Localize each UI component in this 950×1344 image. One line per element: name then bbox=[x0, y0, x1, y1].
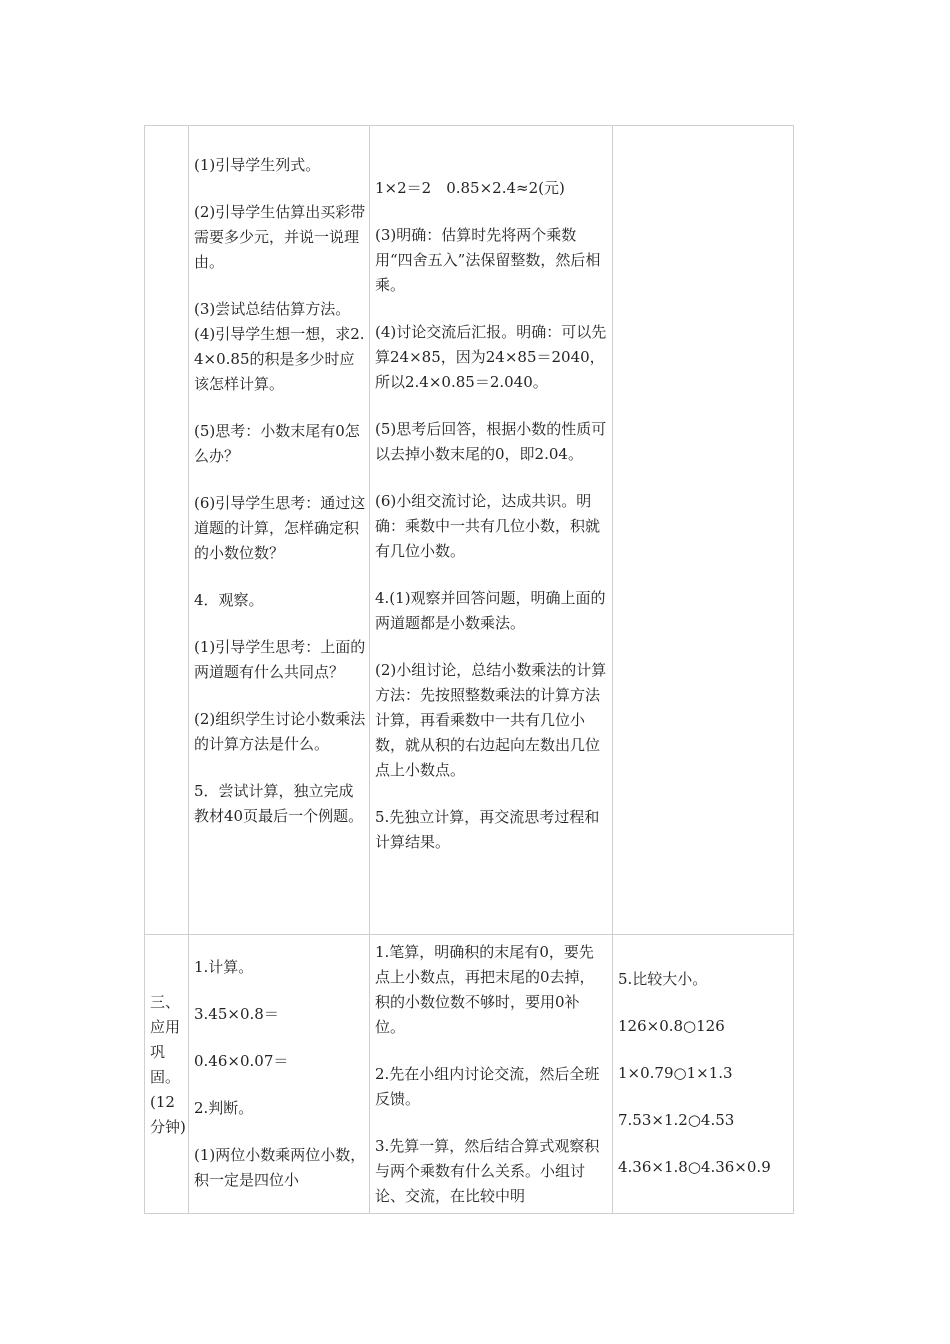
row2-extra-cell bbox=[618, 967, 790, 1180]
column-divider-3 bbox=[612, 125, 613, 1214]
teacher-step: 5．尝试计算，独立完成教材40页最后一个例题。 bbox=[194, 782, 364, 825]
exercise-item: 1×0.79○1×1.3 bbox=[618, 1064, 733, 1082]
teacher-step: (6)引导学生思考：通过这道题的计算，怎样确定积的小数位数？ bbox=[194, 494, 366, 562]
row2-teacher-cell bbox=[194, 955, 366, 1193]
column-divider-1 bbox=[188, 125, 189, 1214]
table-right-border bbox=[793, 125, 794, 1214]
teacher-step: (5)思考：小数末尾有0怎么办？ bbox=[194, 422, 360, 465]
column-divider-2 bbox=[369, 125, 370, 1214]
teacher-step: (2)引导学生估算出买彩带需要多少元，并说一说理由。 bbox=[194, 203, 366, 271]
student-step: (6)小组交流讨论，达成共识。明确：乘数中一共有几位小数，积就有几位小数。 bbox=[375, 492, 601, 560]
exercise-item: 7.53×1.2○4.53 bbox=[618, 1111, 735, 1129]
row2-student-cell bbox=[375, 940, 607, 1210]
student-step: 1×2＝2 0.85×2.4≈2(元) bbox=[375, 179, 565, 197]
row1-student-cell bbox=[375, 176, 607, 877]
teacher-step: (1)引导学生思考：上面的两道题有什么共同点？ bbox=[194, 638, 366, 681]
exercise-item: 4.36×1.8○4.36×0.9 bbox=[618, 1158, 771, 1176]
teacher-step: (2)组织学生讨论小数乘法的计算方法是什么。 bbox=[194, 710, 366, 753]
row-divider bbox=[144, 934, 794, 935]
teacher-step: (3)尝试总结估算方法。(4)引导学生想一想，求2.4×0.85的积是多少时应该怎样计算。 bbox=[194, 300, 365, 393]
teacher-step: 0.46×0.07＝ bbox=[194, 1052, 289, 1070]
teacher-step: 3.45×0.8＝ bbox=[194, 1005, 279, 1023]
student-step: 4.(1)观察并回答问题，明确上面的两道题都是小数乘法。 bbox=[375, 589, 606, 632]
teacher-step: 4．观察。 bbox=[194, 591, 264, 609]
table-bottom-border bbox=[144, 1213, 794, 1214]
row1-teacher-cell bbox=[194, 153, 366, 851]
teacher-step: (1)两位小数乘两位小数，积一定是四位小 bbox=[194, 1146, 366, 1189]
stage-label: 三、应用巩固。(12分钟) bbox=[150, 993, 186, 1136]
teacher-step: 2.判断。 bbox=[194, 1099, 254, 1117]
student-step: (5)思考后回答，根据小数的性质可以去掉小数末尾的0，即2.04。 bbox=[375, 420, 607, 463]
table-left-border bbox=[144, 125, 145, 1214]
teacher-step: 1.计算。 bbox=[194, 958, 254, 976]
student-step: 2.先在小组内讨论交流，然后全班反馈。 bbox=[375, 1065, 600, 1108]
student-step: (3)明确：估算时先将两个乘数用“四舍五入”法保留整数，然后相乘。 bbox=[375, 226, 601, 294]
student-step: 1.笔算，明确积的末尾有0，要先点上小数点，再把末尾的0去掉，积的小数位数不够时，要用0补位。 bbox=[375, 943, 595, 1036]
student-step: 5.先独立计算，再交流思考过程和计算结果。 bbox=[375, 808, 600, 851]
student-step: (2)小组讨论，总结小数乘法的计算方法：先按照整数乘法的计算方法计算，再看乘数中一共有几位小数，就从积的右边起向左数出几位点上小数点。 bbox=[375, 661, 607, 779]
teacher-step: (1)引导学生列式。 bbox=[194, 156, 321, 174]
table-top-border bbox=[144, 125, 794, 126]
exercise-item: 126×0.8○126 bbox=[618, 1017, 725, 1035]
exercise-item: 5.比较大小。 bbox=[618, 970, 708, 988]
student-step: (4)讨论交流后汇报。明确：可以先算24×85，因为24×85＝2040，所以2.4×0.85＝2.040。 bbox=[375, 323, 607, 391]
student-step: 3.先算一算，然后结合算式观察积与两个乘数有什么关系。小组讨论、交流，在比较中明 bbox=[375, 1137, 600, 1205]
